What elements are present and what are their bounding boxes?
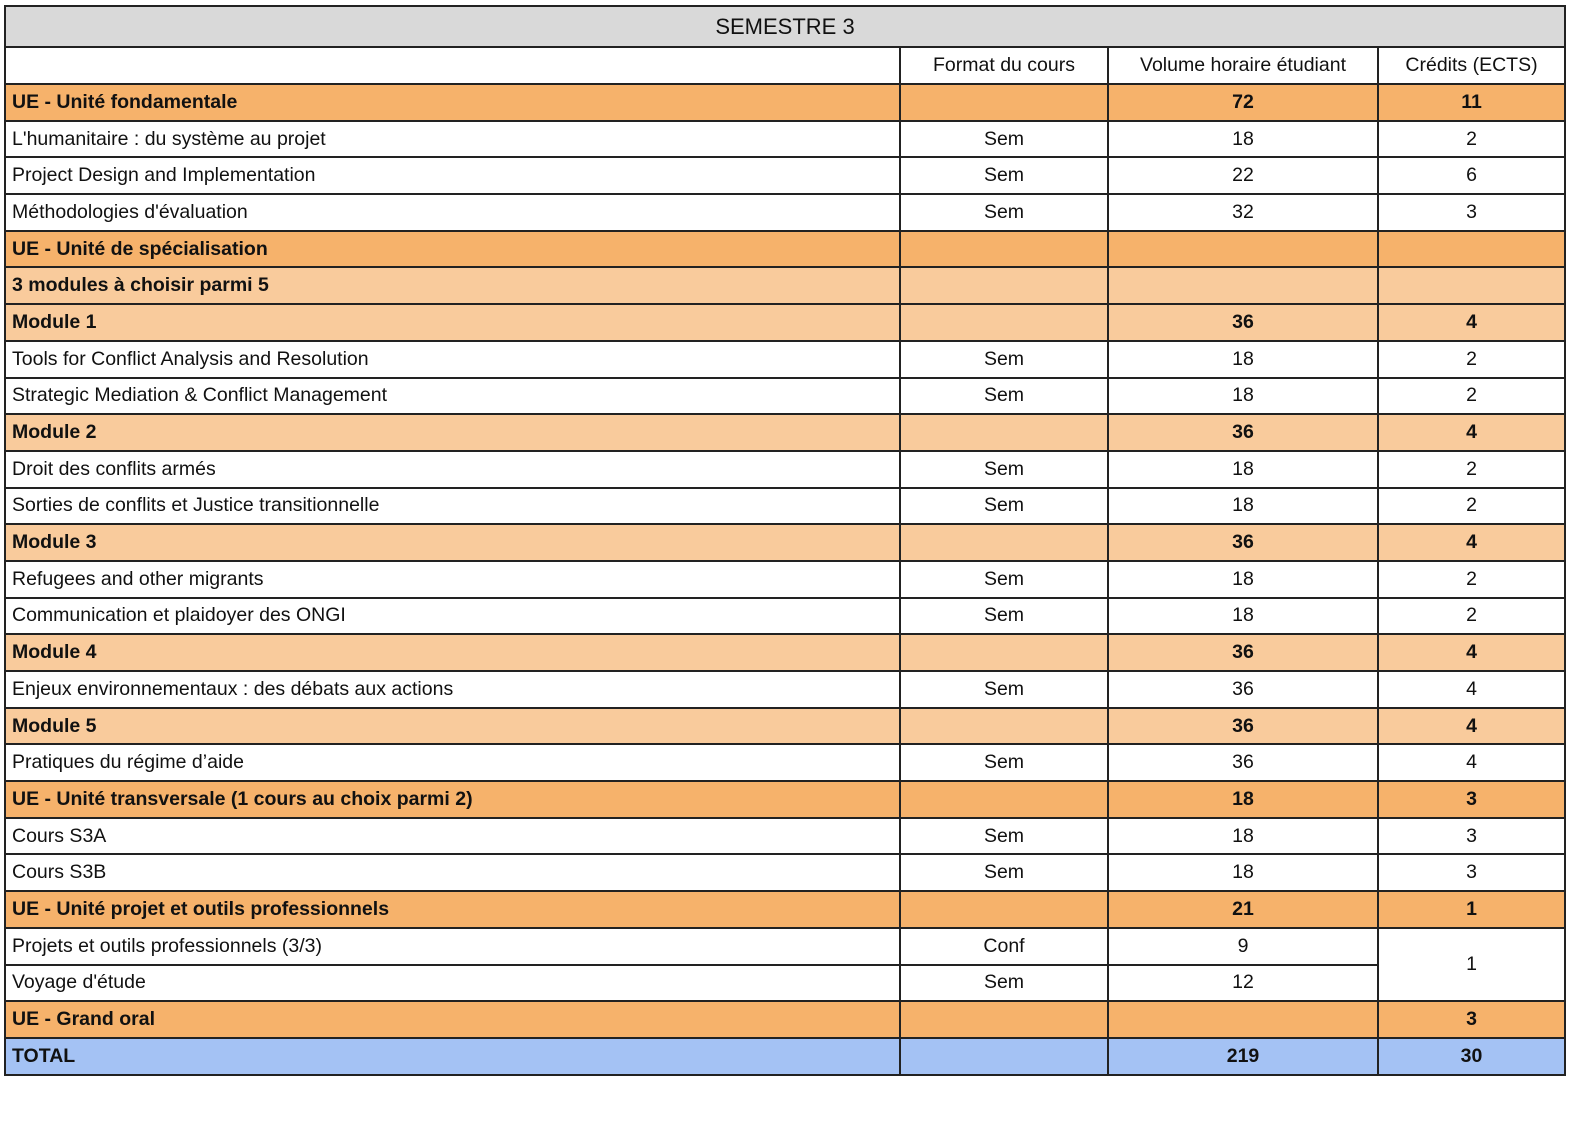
cell-volume: 18: [1108, 598, 1378, 635]
cell-volume: 18: [1108, 488, 1378, 525]
module-row: [5, 524, 1565, 561]
cell-name: UE - Unité fondamentale: [5, 84, 900, 121]
module-row: [5, 414, 1565, 451]
cell-credits: 1: [1378, 891, 1565, 928]
cell-format: [900, 414, 1108, 451]
module-row: [5, 634, 1565, 671]
cell-name: Strategic Mediation & Conflict Management: [5, 378, 900, 415]
cell-credits: 1: [1378, 928, 1565, 1001]
cell-credits: 2: [1378, 121, 1565, 158]
cell-format: Sem: [900, 671, 1108, 708]
cell-credits: 4: [1378, 304, 1565, 341]
course-row: [5, 194, 1565, 231]
cell-volume: 21: [1108, 891, 1378, 928]
course-row: [5, 854, 1565, 891]
cell-credits: [1378, 267, 1565, 304]
cell-format: Sem: [900, 194, 1108, 231]
cell-volume: 18: [1108, 818, 1378, 855]
cell-volume: 36: [1108, 304, 1378, 341]
cell-credits: 4: [1378, 708, 1565, 745]
cell-format: [900, 708, 1108, 745]
course-row: [5, 598, 1565, 635]
cell-name: UE - Unité transversale (1 cours au choix parmi 2): [5, 781, 900, 818]
cell-name: L'humanitaire : du système au projet: [5, 121, 900, 158]
cell-volume: 36: [1108, 524, 1378, 561]
cell-credits: 3: [1378, 1001, 1565, 1038]
cell-credits: 4: [1378, 671, 1565, 708]
cell-volume: [1108, 231, 1378, 268]
cell-credits: 11: [1378, 84, 1565, 121]
cell-credits: 2: [1378, 451, 1565, 488]
cell-credits: 2: [1378, 341, 1565, 378]
cell-credits: [1378, 231, 1565, 268]
cell-format: [900, 891, 1108, 928]
cell-format: [900, 524, 1108, 561]
course-row: [5, 488, 1565, 525]
cell-format: Sem: [900, 488, 1108, 525]
cell-format: Sem: [900, 854, 1108, 891]
cell-volume: 22: [1108, 157, 1378, 194]
header-format: Format du cours: [900, 47, 1108, 84]
cell-name: Tools for Conflict Analysis and Resolution: [5, 341, 900, 378]
cell-format: Sem: [900, 378, 1108, 415]
cell-name: Project Design and Implementation: [5, 157, 900, 194]
cell-name: Méthodologies d'évaluation: [5, 194, 900, 231]
course-row: [5, 561, 1565, 598]
cell-format: [900, 634, 1108, 671]
cell-credits: 2: [1378, 561, 1565, 598]
cell-format: [900, 231, 1108, 268]
module-row: [5, 708, 1565, 745]
cell-volume: 18: [1108, 854, 1378, 891]
cell-volume: 18: [1108, 451, 1378, 488]
cell-format: Sem: [900, 818, 1108, 855]
cell-format: [900, 84, 1108, 121]
course-row: [5, 341, 1565, 378]
cell-credits: 2: [1378, 378, 1565, 415]
cell-name: UE - Unité projet et outils professionnels: [5, 891, 900, 928]
cell-format: [900, 781, 1108, 818]
cell-name: Module 1: [5, 304, 900, 341]
cell-credits: 30: [1378, 1038, 1565, 1075]
cell-name: Cours S3A: [5, 818, 900, 855]
cell-volume: 36: [1108, 414, 1378, 451]
header-volume: Volume horaire étudiant: [1108, 47, 1378, 84]
cell-credits: 6: [1378, 157, 1565, 194]
cell-volume: 18: [1108, 561, 1378, 598]
cell-format: Sem: [900, 561, 1108, 598]
cell-name: Voyage d'étude: [5, 965, 900, 1002]
cell-volume: 18: [1108, 781, 1378, 818]
cell-format: Sem: [900, 744, 1108, 781]
cell-format: Sem: [900, 157, 1108, 194]
cell-name: Module 5: [5, 708, 900, 745]
cell-volume: 18: [1108, 121, 1378, 158]
course-row: [5, 928, 1565, 965]
total-row: [5, 1038, 1565, 1075]
cell-credits: 4: [1378, 414, 1565, 451]
course-row: [5, 965, 1565, 1002]
module-row: [5, 267, 1565, 304]
semester-table: [4, 5, 1566, 1076]
cell-name: Module 3: [5, 524, 900, 561]
cell-name: Cours S3B: [5, 854, 900, 891]
course-row: [5, 378, 1565, 415]
cell-name: Module 4: [5, 634, 900, 671]
cell-credits: 2: [1378, 488, 1565, 525]
header-row: [5, 47, 1565, 84]
module-row: [5, 304, 1565, 341]
cell-name: UE - Unité de spécialisation: [5, 231, 900, 268]
cell-credits: 2: [1378, 598, 1565, 635]
cell-format: Sem: [900, 451, 1108, 488]
cell-name: TOTAL: [5, 1038, 900, 1075]
cell-credits: 4: [1378, 744, 1565, 781]
cell-format: Sem: [900, 121, 1108, 158]
cell-format: Sem: [900, 598, 1108, 635]
cell-name: 3 modules à choisir parmi 5: [5, 267, 900, 304]
cell-name: UE - Grand oral: [5, 1001, 900, 1038]
course-row: [5, 818, 1565, 855]
cell-format: Conf: [900, 928, 1108, 965]
course-row: [5, 157, 1565, 194]
cell-volume: [1108, 1001, 1378, 1038]
cell-format: [900, 304, 1108, 341]
course-row: [5, 744, 1565, 781]
ue-row: [5, 231, 1565, 268]
cell-volume: 36: [1108, 744, 1378, 781]
cell-format: Sem: [900, 965, 1108, 1002]
cell-credits: 4: [1378, 524, 1565, 561]
cell-volume: 36: [1108, 708, 1378, 745]
cell-volume: 219: [1108, 1038, 1378, 1075]
cell-credits: 4: [1378, 634, 1565, 671]
ue-row: [5, 1001, 1565, 1038]
cell-volume: 36: [1108, 671, 1378, 708]
cell-format: [900, 267, 1108, 304]
cell-volume: 36: [1108, 634, 1378, 671]
cell-volume: 72: [1108, 84, 1378, 121]
cell-volume: [1108, 267, 1378, 304]
cell-volume: 32: [1108, 194, 1378, 231]
course-row: [5, 671, 1565, 708]
header-name: [5, 47, 900, 84]
semester-title: SEMESTRE 3: [5, 6, 1565, 47]
header-credits: Crédits (ECTS): [1378, 47, 1565, 84]
cell-volume: 12: [1108, 965, 1378, 1002]
cell-name: Enjeux environnementaux : des débats aux actions: [5, 671, 900, 708]
cell-credits: 3: [1378, 781, 1565, 818]
cell-credits: 3: [1378, 818, 1565, 855]
cell-name: Pratiques du régime d’aide: [5, 744, 900, 781]
cell-format: [900, 1001, 1108, 1038]
title-row: [5, 6, 1565, 47]
ue-row: [5, 781, 1565, 818]
cell-credits: 3: [1378, 854, 1565, 891]
course-row: [5, 451, 1565, 488]
cell-name: Refugees and other migrants: [5, 561, 900, 598]
cell-credits: 3: [1378, 194, 1565, 231]
cell-name: Droit des conflits armés: [5, 451, 900, 488]
cell-format: [900, 1038, 1108, 1075]
cell-name: Sorties de conflits et Justice transitionnelle: [5, 488, 900, 525]
cell-format: Sem: [900, 341, 1108, 378]
cell-volume: 18: [1108, 378, 1378, 415]
cell-name: Projets et outils professionnels (3/3): [5, 928, 900, 965]
cell-name: Communication et plaidoyer des ONGI: [5, 598, 900, 635]
ue-row: [5, 84, 1565, 121]
ue-row: [5, 891, 1565, 928]
cell-volume: 9: [1108, 928, 1378, 965]
course-row: [5, 121, 1565, 158]
cell-volume: 18: [1108, 341, 1378, 378]
cell-name: Module 2: [5, 414, 900, 451]
